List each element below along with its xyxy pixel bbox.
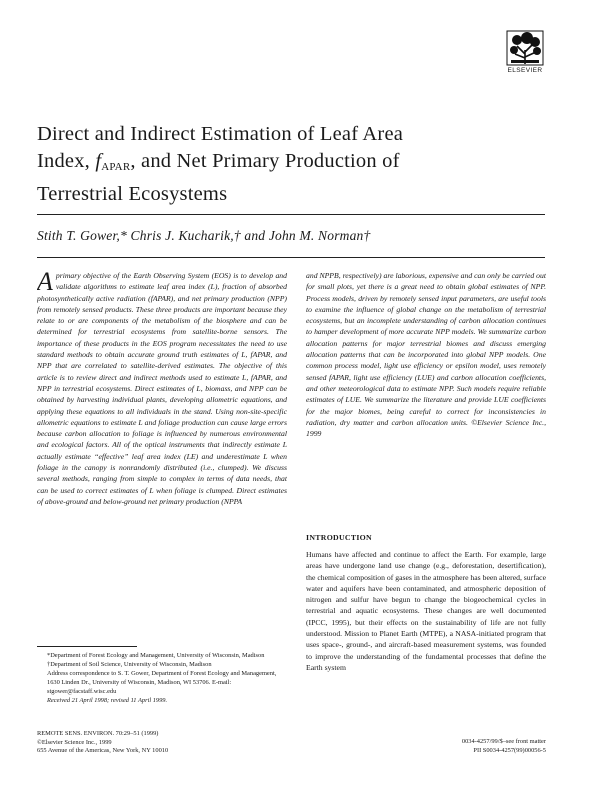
journal-address: 655 Avenue of the Americas, New York, NY 10010 bbox=[37, 747, 169, 754]
footnotes bbox=[37, 651, 287, 705]
footnote-affiliation-1: *Department of Forest Ecology and Management, University of Wisconsin, Madison bbox=[47, 652, 265, 659]
article-title bbox=[37, 121, 557, 208]
journal-citation: REMOTE SENS. ENVIRON. 70:29–51 (1999) bbox=[37, 730, 159, 737]
title-line-1: Direct and Indirect Estimation of Leaf Area bbox=[37, 123, 404, 145]
journal-copyright: ©Elsevier Science Inc., 1999 bbox=[37, 738, 112, 746]
title-f-symbol: f bbox=[95, 150, 102, 172]
abstract-dropcap: A bbox=[37, 270, 53, 296]
title-rule-top bbox=[37, 214, 545, 215]
footnote-affiliation-2: †Department of Soil Science, University of Wisconsin, Madison bbox=[47, 661, 212, 668]
pii-line: PII S0034-4257(99)00056-5 bbox=[473, 746, 546, 754]
author-rule-bottom bbox=[37, 257, 545, 258]
introduction-heading: INTRODUCTION bbox=[306, 533, 372, 542]
title-line-2-post: , and Net Primary Production of bbox=[130, 150, 400, 172]
article-identifiers bbox=[462, 738, 546, 755]
title-line-2-pre: Index, bbox=[37, 150, 96, 172]
journal-info bbox=[37, 730, 168, 756]
issn-line: 0034-4257/99/$–see front matter bbox=[461, 738, 546, 745]
abstract-right-column: and NPPB, respectively) are laborious, expensive and can only be carried out for small plots, yet there is a great need to obtain global estimates of NPP. Process models, driven by remotely sensed input parameters, are useful tools to examine the influence of global change on the metabolism of terrestrial ecosystems, but an incomplete understanding of carbon allocation continues to hamper development of more accurate NPP models. We summarize carbon allocation patterns for major terrestrial biomes and discuss emerging allocation patterns that can be incorporated into global NPP models. One common process model, light use efficiency or epsilon model, uses remotely sensed fAPAR, light use efficiency (LUE) and carbon allocation coefficients, and other meteorological data to estimate NPP. Such models require reliable estimates of LUE. We summarize the literature and provide LUE coefficients for the major biomes, being careful to correct for inconsistencies in radiation, dry matter and carbon allocation units. ©Elsevier Science Inc., 1999 bbox=[306, 271, 546, 439]
footnote-received-date: Received 21 April 1998; revised 11 April 1999. bbox=[47, 697, 168, 704]
author-list: Stith T. Gower,* Chris J. Kucharik,† and John M. Norman† bbox=[37, 228, 371, 243]
publisher-logo-text: ELSEVIER bbox=[507, 67, 543, 74]
title-apar-subscript: APAR bbox=[101, 161, 131, 173]
footnote-correspondence: Address correspondence to S. T. Gower, Department of Forest Ecology and Management, 1630 Linden Dr., University of Wisconsin, Madison, WI 53706. E-mail: stgower@facstaff.wisc.edu bbox=[47, 670, 277, 695]
abstract-left-text: primary objective of the Earth Observing System (EOS) is to develop and validate algorithms to estimate leaf area index (L), fraction of absorbed photosynthetically active radiation (fAPAR), and net primary production (NPP) from remotely sensed products. These three products are important because they relate to or are components of the metabolism of the biosphere and can be determined for terrestrial ecosystems from satellite-borne sensors. The importance of these products in the EOS program necessitates the need to use standard methods to obtain accurate ground truth estimates of L, fAPAR, and NPP that are correlated to satellite-derived estimates. The objective of this article is to review direct and indirect methods used to estimate L, fAPAR, and NPP in terrestrial ecosystems. Direct estimates of L, biomass, and NPP can be obtained by harvesting individual plants, developing allometric equations, and applying these equations to all individuals in the stand. Using non-site-specific allometric equations to estimate L and foliage production can cause large errors because carbon allocation to foliage is influenced by numerous environmental and ecological factors. All of the optical instruments that indirectly estimate L actually estimate “effective” leaf area index (LE) and underestimate L when foliage in the canopy is nonrandomly distributed (i.e., clumped). We discuss several methods, ranging from simple to complex in terms of data needs, that can be used to correct estimates of L when foliage is clumped. Direct estimates of above-ground and below-ground net primary production (NPPA bbox=[37, 271, 287, 506]
footnote-rule bbox=[37, 646, 137, 647]
introduction-text: Humans have affected and continue to affect the Earth. For example, large areas have undergone land use change (e.g., deforestation, desertification), the chemical composition of gases in the atmosphere has been altered, surface water and aquifers have been contaminated, and atmospheric deposition of nitrogen and sulfur have begun to change the biogeochemical cycles in terrestrial and aquatic ecosystems. These changes are well documented (IPCC, 1995), but their effects on the sustainability of life are not fully understood. Mission to Planet Earth (MTPE), a NASA-initiated program that uses space-, ground-, and aircraft-based measurement systems, was founded to improve the understanding of the fundamental processes that define the Earth system bbox=[306, 550, 546, 672]
title-line-3: Terrestrial Ecosystems bbox=[37, 183, 228, 205]
abstract-left-column bbox=[37, 270, 287, 644]
